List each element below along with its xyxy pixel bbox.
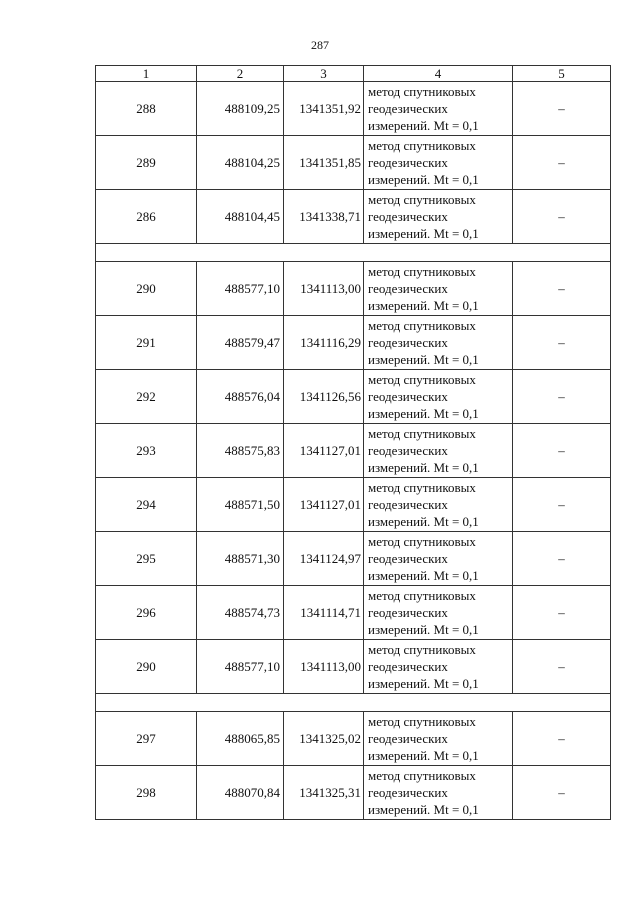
method-cell xyxy=(364,586,513,640)
column-header-3: 3 xyxy=(284,66,364,82)
x-coordinate-cell: 488576,04 xyxy=(197,370,284,424)
method-line: метод спутниковых xyxy=(368,318,476,333)
note-cell: – xyxy=(513,370,611,424)
table-row xyxy=(96,262,611,316)
table-row xyxy=(96,640,611,694)
method-line: метод спутниковых xyxy=(368,480,476,495)
note-cell: – xyxy=(513,532,611,586)
method-line: измерений. Mt = 0,1 xyxy=(368,514,479,529)
x-coordinate-cell: 488065,85 xyxy=(197,712,284,766)
method-line: геодезических xyxy=(368,605,448,620)
table-row xyxy=(96,370,611,424)
point-number-cell: 296 xyxy=(96,586,197,640)
table-row xyxy=(96,82,611,136)
method-line: метод спутниковых xyxy=(368,642,476,657)
method-line: геодезических xyxy=(368,281,448,296)
method-line: метод спутниковых xyxy=(368,264,476,279)
method-cell xyxy=(364,712,513,766)
method-line: метод спутниковых xyxy=(368,192,476,207)
y-coordinate-cell: 1341325,02 xyxy=(284,712,364,766)
method-line: измерений. Mt = 0,1 xyxy=(368,748,479,763)
separator-row xyxy=(96,244,611,262)
x-coordinate-cell: 488109,25 xyxy=(197,82,284,136)
y-coordinate-cell: 1341113,00 xyxy=(284,640,364,694)
separator-cell xyxy=(96,244,611,262)
point-number-cell: 290 xyxy=(96,640,197,694)
note-cell: – xyxy=(513,316,611,370)
y-coordinate-cell: 1341116,29 xyxy=(284,316,364,370)
method-line: метод спутниковых xyxy=(368,534,476,549)
column-header-4: 4 xyxy=(364,66,513,82)
x-coordinate-cell: 488104,45 xyxy=(197,190,284,244)
method-line: метод спутниковых xyxy=(368,426,476,441)
x-coordinate-cell: 488579,47 xyxy=(197,316,284,370)
table-row xyxy=(96,190,611,244)
method-line: метод спутниковых xyxy=(368,768,476,783)
method-cell xyxy=(364,532,513,586)
note-cell: – xyxy=(513,82,611,136)
method-line: геодезических xyxy=(368,731,448,746)
method-line: геодезических xyxy=(368,785,448,800)
point-number-cell: 298 xyxy=(96,766,197,820)
method-line: геодезических xyxy=(368,335,448,350)
y-coordinate-cell: 1341325,31 xyxy=(284,766,364,820)
point-number-cell: 297 xyxy=(96,712,197,766)
point-number-cell: 294 xyxy=(96,478,197,532)
method-line: измерений. Mt = 0,1 xyxy=(368,676,479,691)
method-line: измерений. Mt = 0,1 xyxy=(368,172,479,187)
point-number-cell: 293 xyxy=(96,424,197,478)
x-coordinate-cell: 488577,10 xyxy=(197,640,284,694)
method-line: геодезических xyxy=(368,659,448,674)
note-cell: – xyxy=(513,424,611,478)
method-cell xyxy=(364,640,513,694)
x-coordinate-cell: 488571,50 xyxy=(197,478,284,532)
method-line: геодезических xyxy=(368,389,448,404)
method-line: измерений. Mt = 0,1 xyxy=(368,226,479,241)
x-coordinate-cell: 488577,10 xyxy=(197,262,284,316)
method-cell xyxy=(364,424,513,478)
method-line: метод спутниковых xyxy=(368,138,476,153)
point-number-cell: 289 xyxy=(96,136,197,190)
method-line: измерений. Mt = 0,1 xyxy=(368,298,479,313)
method-line: метод спутниковых xyxy=(368,714,476,729)
method-cell xyxy=(364,316,513,370)
method-line: измерений. Mt = 0,1 xyxy=(368,802,479,817)
point-number-cell: 290 xyxy=(96,262,197,316)
method-line: измерений. Mt = 0,1 xyxy=(368,568,479,583)
method-line: измерений. Mt = 0,1 xyxy=(368,460,479,475)
x-coordinate-cell: 488571,30 xyxy=(197,532,284,586)
y-coordinate-cell: 1341114,71 xyxy=(284,586,364,640)
x-coordinate-cell: 488070,84 xyxy=(197,766,284,820)
table-row xyxy=(96,532,611,586)
page-number: 287 xyxy=(311,38,329,52)
table-row xyxy=(96,424,611,478)
note-cell: – xyxy=(513,712,611,766)
y-coordinate-cell: 1341351,92 xyxy=(284,82,364,136)
method-line: геодезических xyxy=(368,209,448,224)
method-line: геодезических xyxy=(368,443,448,458)
method-cell xyxy=(364,82,513,136)
method-line: измерений. Mt = 0,1 xyxy=(368,352,479,367)
method-line: измерений. Mt = 0,1 xyxy=(368,118,479,133)
method-cell xyxy=(364,478,513,532)
method-line: геодезических xyxy=(368,155,448,170)
table-body xyxy=(96,82,611,820)
table-row xyxy=(96,712,611,766)
table-row xyxy=(96,136,611,190)
method-line: метод спутниковых xyxy=(368,372,476,387)
note-cell: – xyxy=(513,262,611,316)
table-row xyxy=(96,478,611,532)
y-coordinate-cell: 1341127,01 xyxy=(284,478,364,532)
column-header-5: 5 xyxy=(513,66,611,82)
point-number-cell: 292 xyxy=(96,370,197,424)
note-cell: – xyxy=(513,190,611,244)
method-line: метод спутниковых xyxy=(368,84,476,99)
table-row xyxy=(96,766,611,820)
separator-row xyxy=(96,694,611,712)
y-coordinate-cell: 1341126,56 xyxy=(284,370,364,424)
note-cell: – xyxy=(513,766,611,820)
note-cell: – xyxy=(513,478,611,532)
header-row xyxy=(96,66,611,82)
column-header-2: 2 xyxy=(197,66,284,82)
method-cell xyxy=(364,766,513,820)
point-number-cell: 288 xyxy=(96,82,197,136)
x-coordinate-cell: 488575,83 xyxy=(197,424,284,478)
y-coordinate-cell: 1341124,97 xyxy=(284,532,364,586)
note-cell: – xyxy=(513,586,611,640)
method-line: измерений. Mt = 0,1 xyxy=(368,406,479,421)
y-coordinate-cell: 1341351,85 xyxy=(284,136,364,190)
method-cell xyxy=(364,136,513,190)
method-cell xyxy=(364,370,513,424)
table-row xyxy=(96,586,611,640)
x-coordinate-cell: 488574,73 xyxy=(197,586,284,640)
point-number-cell: 286 xyxy=(96,190,197,244)
method-line: геодезических xyxy=(368,497,448,512)
y-coordinate-cell: 1341127,01 xyxy=(284,424,364,478)
method-cell xyxy=(364,190,513,244)
method-line: геодезических xyxy=(368,551,448,566)
point-number-cell: 291 xyxy=(96,316,197,370)
x-coordinate-cell: 488104,25 xyxy=(197,136,284,190)
coordinates-table xyxy=(95,65,611,820)
y-coordinate-cell: 1341113,00 xyxy=(284,262,364,316)
point-number-cell: 295 xyxy=(96,532,197,586)
method-line: метод спутниковых xyxy=(368,588,476,603)
note-cell: – xyxy=(513,640,611,694)
separator-cell xyxy=(96,694,611,712)
method-cell xyxy=(364,262,513,316)
table-row xyxy=(96,316,611,370)
method-line: геодезических xyxy=(368,101,448,116)
method-line: измерений. Mt = 0,1 xyxy=(368,622,479,637)
column-header-1: 1 xyxy=(96,66,197,82)
note-cell: – xyxy=(513,136,611,190)
y-coordinate-cell: 1341338,71 xyxy=(284,190,364,244)
